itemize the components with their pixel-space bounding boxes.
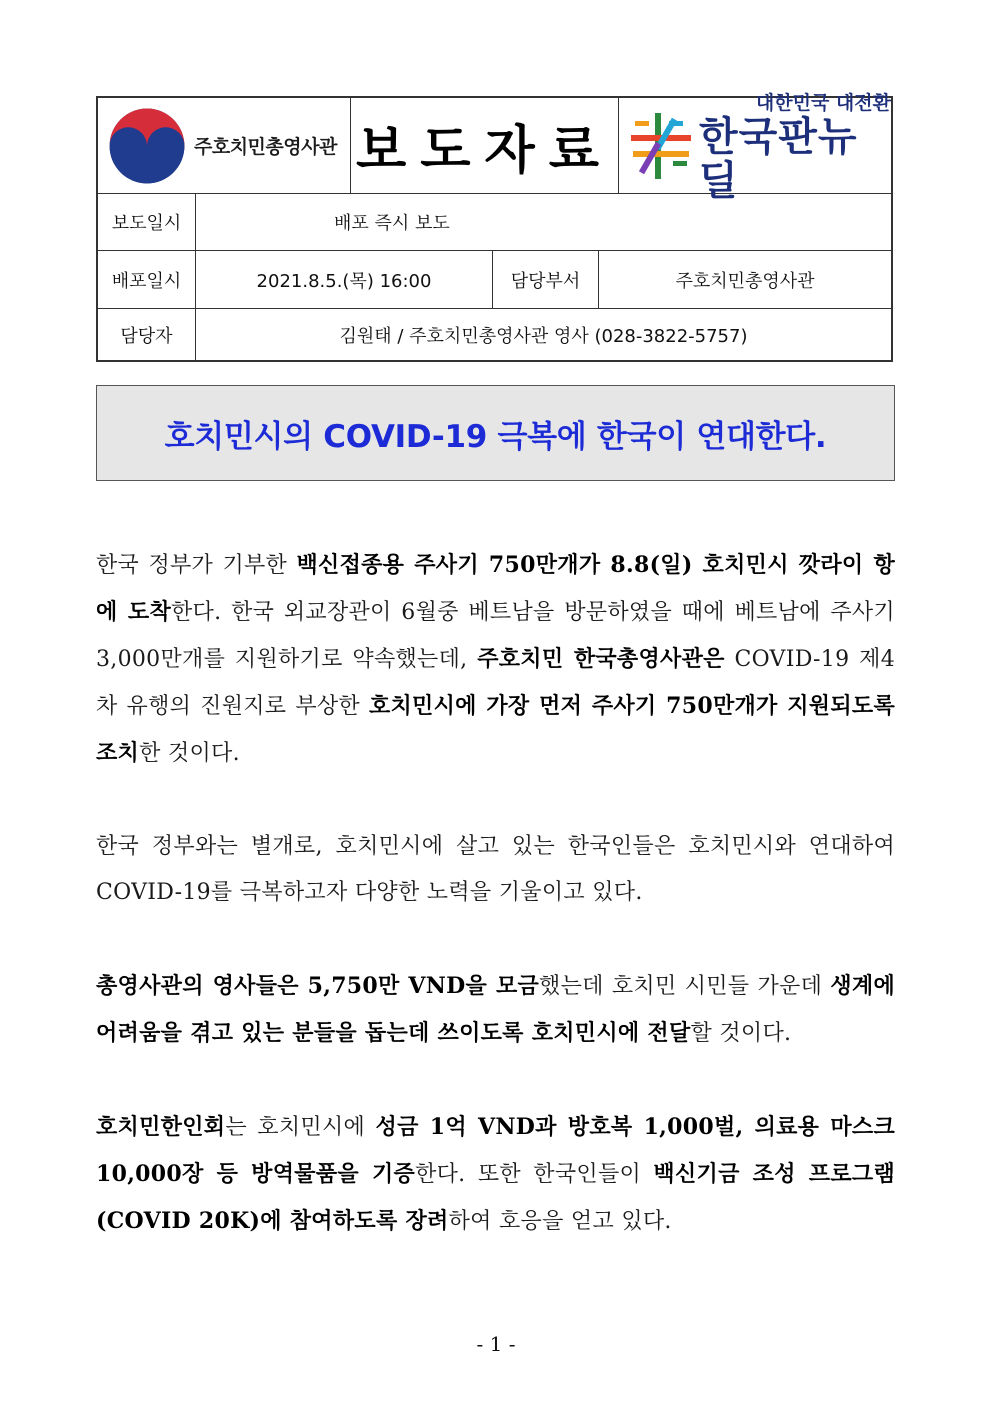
bold-text: 생계에 어려움을 겪고 있는 분들을 돕는데 쓰이도록 호치민시에 전달 <box>96 973 895 1046</box>
text-segment: 한다. 한국 외교장관이 6월중 베트남을 방문하였을 때에 베트남에 주사기 3,000만개를 지원하기로 약속했는데, <box>96 600 895 672</box>
press-release-header-table <box>96 92 893 362</box>
department-value: 주호치민총영사관 <box>675 270 815 292</box>
text-segment: 한 것이다. <box>139 741 240 766</box>
new-deal-burst-icon <box>629 111 693 181</box>
header-title-row <box>98 92 891 204</box>
bold-text: 백신접종용 주사기 750만개가 8.8(일) 호치민시 깟라이 항에 도착 <box>96 552 896 625</box>
headline: 호치민시의 COVID-19 극복에 한국이 연대한다. <box>96 385 895 481</box>
bold-text: 성금 1억 VND과 방호복 1,000벌, 의료용 마스크 10,000장 등 방역물품을 기증 <box>96 1114 895 1187</box>
new-deal-title: 한국판뉴딜 <box>699 114 858 204</box>
bold-text: 백신기금 조성 프로그램(COVID 20K)에 참여하도록 장려 <box>96 1161 895 1234</box>
text-segment: 할 것이다. <box>690 1021 792 1046</box>
text-segment: COVID-19 제4차 유행의 진원지로 부상한 <box>96 647 895 719</box>
release-time-value: 배포 즉시 보도 <box>334 213 450 234</box>
body-paragraph <box>96 1104 895 1245</box>
body-paragraph <box>96 963 895 1057</box>
document-title: 보도자료 <box>351 98 619 193</box>
release-time-label: 보도일시 <box>98 194 196 250</box>
bold-text: 호치민시에 가장 먼저 주사기 750만개가 지원되도록 조치 <box>96 693 895 766</box>
distribution-date-label: 배포일시 <box>98 251 196 308</box>
text-segment: 한국 정부가 기부한 <box>96 553 297 578</box>
text-segment: 하여 호응을 얻고 있다. <box>448 1209 672 1234</box>
consulate-name: 주호치민총영사관 <box>194 136 337 158</box>
consulate-logo-block <box>98 98 351 193</box>
korean-new-deal-logo <box>619 92 891 204</box>
new-deal-subtitle: 대한민국 대전환 <box>755 92 891 114</box>
bold-text: 호치민한인회 <box>96 1114 226 1140</box>
contact-row <box>98 309 891 360</box>
distribution-date-value: 2021.8.5.(목) 16:00 <box>196 251 493 308</box>
release-time-row <box>98 194 891 251</box>
distribution-row <box>98 251 891 309</box>
contact-value: 김원태 / 주호치민총영사관 영사 (028-3822-5757) <box>339 325 748 347</box>
bold-text: 주호치민 한국총영사관은 <box>477 646 725 672</box>
text-segment: 한다. 또한 한국인들이 <box>415 1162 654 1187</box>
text-segment: 한국 정부와는 별개로, 호치민시에 살고 있는 한국인들은 호치민시와 연대하여 COVID-19를 극복하고자 다양한 노력을 기울이고 있다. <box>96 834 895 905</box>
body-paragraph <box>96 542 895 777</box>
article-body <box>96 542 895 1292</box>
department-label: 담당부서 <box>493 251 599 308</box>
text-segment: 했는데 호치민 시민들 가운데 <box>539 974 831 999</box>
contact-label: 담당자 <box>98 309 196 360</box>
text-segment: 는 호치민시에 <box>225 1115 376 1140</box>
body-paragraph <box>96 824 895 916</box>
bold-text: 총영사관의 영사들은 5,750만 VND을 모금 <box>96 973 540 999</box>
page-number: - 1 - <box>476 1332 516 1356</box>
government-emblem-icon <box>108 107 186 185</box>
